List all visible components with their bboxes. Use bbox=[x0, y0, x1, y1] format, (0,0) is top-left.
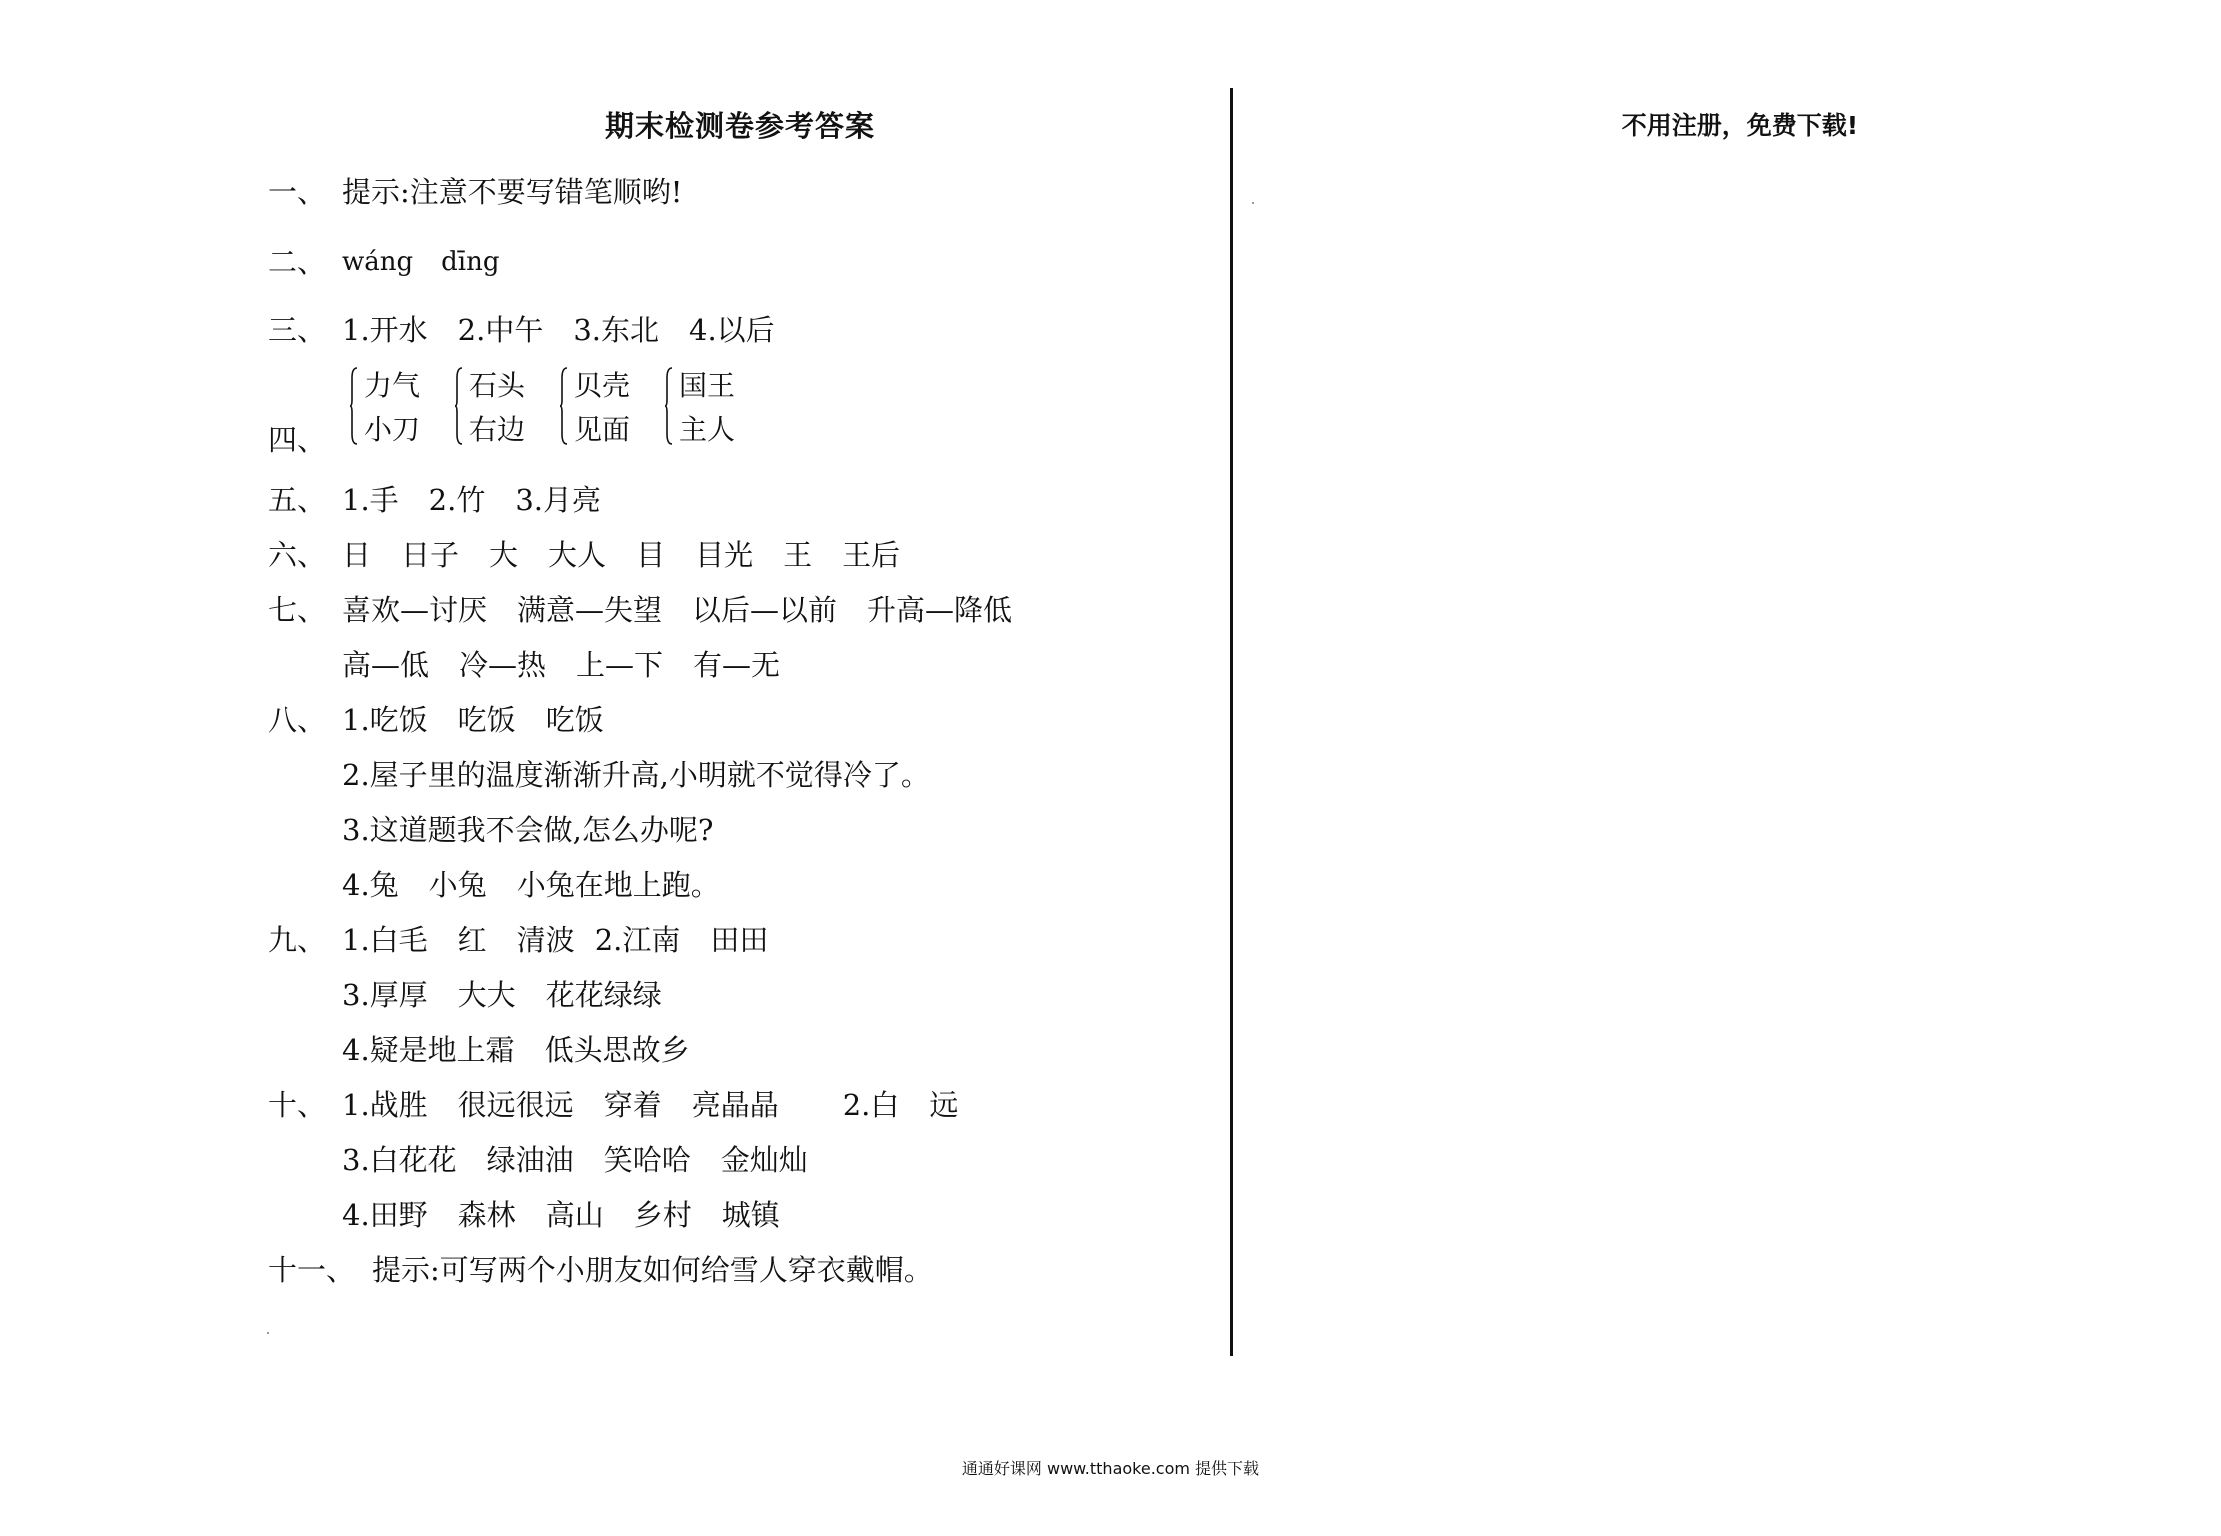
answer-item: 日 bbox=[342, 538, 372, 572]
answer-text: 提示:可写两个小朋友如何给雪人穿衣戴帽。 bbox=[372, 1253, 933, 1287]
answer-item: 3.厚厚 bbox=[342, 978, 428, 1012]
answer-item: 小兔在地上跑。 bbox=[516, 868, 720, 902]
answer-text bbox=[342, 310, 775, 350]
answer-item: 大人 bbox=[548, 538, 607, 572]
answer-item: 低头思故乡 bbox=[544, 1033, 690, 1067]
answer-item: 吃饭 bbox=[545, 703, 604, 737]
answer-item: 4.田野 bbox=[342, 1198, 428, 1232]
answer-item: 目光 bbox=[695, 538, 754, 572]
answer-item: 1.吃饭 bbox=[342, 703, 428, 737]
answer-text bbox=[342, 1195, 780, 1235]
question-number: 十、 bbox=[268, 1088, 327, 1122]
answer-item: 笑哈哈 bbox=[603, 1143, 691, 1177]
word: 小刀 bbox=[364, 413, 421, 446]
brace-icon bbox=[560, 366, 568, 446]
answer-item: 穿着 bbox=[603, 1088, 662, 1122]
answer-item: 高山 bbox=[545, 1198, 604, 1232]
answer-text: 2.屋子里的温度渐渐升高,小明就不觉得冷了。 bbox=[342, 758, 930, 792]
question-number: 三、 bbox=[268, 313, 327, 347]
question-number: 五、 bbox=[268, 483, 327, 517]
answer-item: 王 bbox=[783, 538, 813, 572]
answer-item: 金灿灿 bbox=[720, 1143, 808, 1177]
answer-text bbox=[342, 1085, 958, 1125]
answer-text bbox=[342, 242, 500, 282]
download-notice: 不用注册，免费下载! bbox=[1621, 111, 1859, 140]
answer-item: 1.白毛 bbox=[342, 923, 428, 957]
antonym-pair: 高—低 bbox=[342, 648, 430, 682]
answer-item: 大大 bbox=[457, 978, 516, 1012]
answer-text: 3.这道题我不会做,怎么办呢? bbox=[342, 813, 714, 847]
question-number: 八、 bbox=[268, 703, 327, 737]
pinyin-item: wáng bbox=[342, 247, 414, 277]
answer-text bbox=[342, 480, 601, 520]
answer-text bbox=[342, 865, 720, 905]
word-pair bbox=[364, 364, 420, 452]
question-number: 九、 bbox=[268, 923, 327, 957]
answer-item: 远 bbox=[929, 1088, 959, 1122]
answer-item: 4.兔 bbox=[342, 868, 399, 902]
antonym-pair: 喜欢—讨厌 bbox=[342, 593, 488, 627]
answer-item: 2.白 bbox=[842, 1088, 900, 1122]
word: 国王 bbox=[679, 369, 736, 402]
answer-item: 亮晶晶 bbox=[691, 1088, 779, 1122]
word: 主人 bbox=[679, 413, 736, 446]
brace-icon bbox=[665, 366, 673, 446]
question-number: 七、 bbox=[268, 593, 327, 627]
word: 右边 bbox=[469, 413, 526, 446]
answer-text: 提示:注意不要写错笔顺哟! bbox=[342, 175, 683, 209]
question-number: 十一、 bbox=[268, 1253, 356, 1287]
answer-item: 田田 bbox=[710, 923, 769, 957]
answer-item: 3.白花花 bbox=[342, 1143, 457, 1177]
antonym-pair: 上—下 bbox=[576, 648, 664, 682]
answer-item: 3.月亮 bbox=[515, 483, 602, 517]
answer-item: 王后 bbox=[842, 538, 901, 572]
answer-text bbox=[342, 1030, 690, 1070]
word: 力气 bbox=[364, 369, 421, 402]
answer-item: 花花绿绿 bbox=[545, 978, 662, 1012]
pinyin-item: dīng bbox=[441, 247, 500, 277]
question-number: 一、 bbox=[268, 175, 327, 209]
question-number: 二、 bbox=[268, 245, 327, 279]
question-number: 四、 bbox=[268, 423, 327, 457]
answer-text bbox=[342, 920, 768, 960]
page-footer: 通通好课网 www.tthaoke.com 提供下载 bbox=[961, 1459, 1260, 1478]
answer-item: 1.手 bbox=[342, 483, 399, 517]
answer-item: 4.以后 bbox=[689, 313, 775, 347]
word-pair bbox=[574, 364, 630, 452]
answer-item: 小兔 bbox=[428, 868, 487, 902]
antonym-pair: 有—无 bbox=[693, 648, 781, 682]
column-divider bbox=[1230, 88, 1233, 1356]
answer-sheet-title: 期末检测卷参考答案 bbox=[604, 109, 875, 143]
answer-item: 乡村 bbox=[633, 1198, 692, 1232]
word: 见面 bbox=[574, 413, 631, 446]
answer-item: 2.竹 bbox=[428, 483, 486, 517]
answer-text bbox=[342, 590, 1012, 630]
word: 石头 bbox=[469, 369, 526, 402]
word-pair bbox=[469, 364, 525, 452]
answer-item: 3.东北 bbox=[573, 313, 660, 347]
antonym-pair: 升高—降低 bbox=[867, 593, 1013, 627]
answer-item: 城镇 bbox=[721, 1198, 780, 1232]
answer-item: 吃饭 bbox=[457, 703, 516, 737]
answer-item: 1.开水 bbox=[342, 313, 428, 347]
question-number: 六、 bbox=[268, 538, 327, 572]
antonym-pair: 冷—热 bbox=[459, 648, 547, 682]
answer-item: 大 bbox=[489, 538, 519, 572]
answer-item: 2.中午 bbox=[457, 313, 544, 347]
answer-item: 目 bbox=[636, 538, 666, 572]
speck-mark bbox=[267, 1332, 269, 1334]
answer-item: 4.疑是地上霜 bbox=[342, 1033, 515, 1067]
answer-text bbox=[342, 535, 900, 575]
speck-mark bbox=[1252, 202, 1254, 204]
answer-item: 清波 bbox=[516, 923, 575, 957]
answer-item: 2.江南 bbox=[594, 923, 681, 957]
answer-text bbox=[342, 645, 780, 685]
answer-text bbox=[342, 1140, 808, 1180]
answer-item: 1.战胜 bbox=[342, 1088, 428, 1122]
brace-icon bbox=[455, 366, 463, 446]
word-pair bbox=[679, 364, 735, 452]
antonym-pair: 满意—失望 bbox=[517, 593, 663, 627]
answer-item: 森林 bbox=[457, 1198, 516, 1232]
answer-item: 绿油油 bbox=[486, 1143, 574, 1177]
answer-text bbox=[342, 700, 604, 740]
answer-item: 日子 bbox=[401, 538, 460, 572]
answer-text bbox=[342, 975, 662, 1015]
answer-item: 红 bbox=[457, 923, 487, 957]
word: 贝壳 bbox=[574, 369, 631, 402]
antonym-pair: 以后—以前 bbox=[692, 593, 838, 627]
brace-icon bbox=[350, 366, 358, 446]
answer-item: 很远很远 bbox=[457, 1088, 574, 1122]
